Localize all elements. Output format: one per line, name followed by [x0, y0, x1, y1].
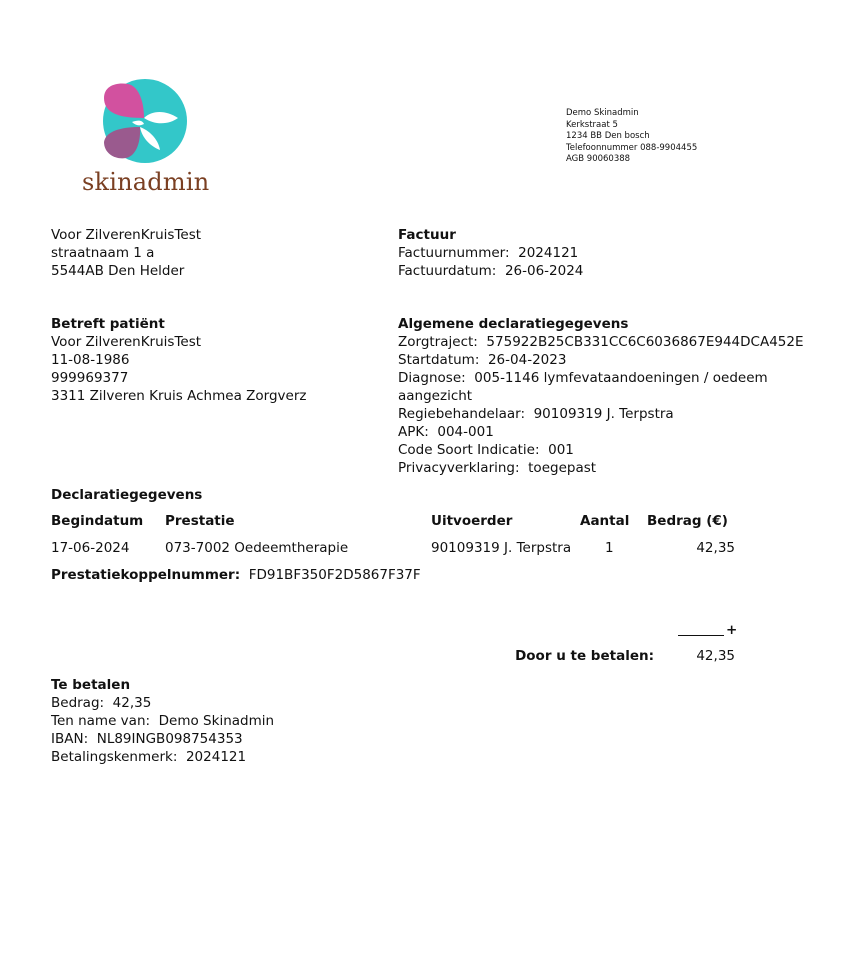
- patient-insurer: 3311 Zilveren Kruis Achmea Zorgverz: [51, 388, 307, 404]
- recipient-street: straatnaam 1 a: [51, 245, 155, 261]
- privacy-label: Privacyverklaring:: [398, 460, 520, 476]
- recipient-city: 5544AB Den Helder: [51, 263, 185, 279]
- zorgtraject-value: 575922B25CB331CC6C6036867E944DCA452E: [486, 334, 804, 350]
- total-label: Door u te betalen:: [515, 648, 654, 664]
- invoice-header-block: [398, 226, 583, 280]
- apk-row: [398, 423, 818, 441]
- invoice-title: Factuur: [398, 227, 456, 243]
- patient-name: Voor ZilverenKruisTest: [51, 334, 202, 350]
- payment-name: Demo Skinadmin: [158, 713, 275, 729]
- payment-iban-label: IBAN:: [51, 731, 89, 747]
- payment-amount-row: [51, 694, 274, 712]
- payment-kenmerk-row: [51, 748, 274, 766]
- general-declaration-block: [398, 315, 818, 477]
- prestatiekoppelnummer-row: [51, 566, 421, 584]
- indicatie-value: 001: [548, 442, 574, 458]
- prestatiekoppelnummer-value: FD91BF350F2D5867F37F: [248, 567, 421, 583]
- apk-value: 004-001: [437, 424, 494, 440]
- payment-iban-row: [51, 730, 274, 748]
- cell-aantal: 1: [605, 540, 614, 556]
- patient-block: [51, 315, 306, 405]
- payment-amount: 42,35: [112, 695, 152, 711]
- privacy-value: toegepast: [528, 460, 597, 476]
- skinadmin-logo: [78, 72, 218, 202]
- company-street: Kerkstraat 5: [566, 119, 618, 130]
- column-header-begindatum: Begindatum: [51, 513, 144, 529]
- zorgtraject-label: Zorgtraject:: [398, 334, 478, 350]
- sum-plus-sign: +: [726, 622, 738, 638]
- regiebehandelaar-label: Regiebehandelaar:: [398, 406, 525, 422]
- startdatum-row: [398, 351, 818, 369]
- cell-bedrag: 42,35: [696, 540, 735, 556]
- payment-amount-label: Bedrag:: [51, 695, 105, 711]
- invoice-number-row: [398, 244, 583, 262]
- patient-birthdate: 11-08-1986: [51, 352, 130, 368]
- startdatum-label: Startdatum:: [398, 352, 480, 368]
- company-agb: AGB 90060388: [566, 154, 631, 165]
- zorgtraject-row: [398, 333, 818, 351]
- payment-block: [51, 676, 274, 766]
- cell-begindatum: 17-06-2024: [51, 540, 130, 556]
- diagnose-label: Diagnose:: [398, 370, 466, 386]
- invoice-date-label: Factuurdatum:: [398, 263, 497, 279]
- prestatiekoppelnummer-label: Prestatiekoppelnummer:: [51, 567, 241, 583]
- payment-name-label: Ten name van:: [51, 713, 151, 729]
- apk-label: APK:: [398, 424, 429, 440]
- invoice-date: 26-06-2024: [504, 263, 584, 279]
- diagnose-value: 005-1146 lymfevataandoeningen / oedeem aangezicht: [398, 370, 768, 404]
- payment-kenmerk-label: Betalingskenmerk:: [51, 749, 178, 765]
- startdatum-value: 26-04-2023: [487, 352, 567, 368]
- regiebehandelaar-value: 90109319 J. Terpstra: [533, 406, 674, 422]
- payment-iban: NL89INGB098754353: [96, 731, 243, 747]
- payment-name-row: [51, 712, 274, 730]
- column-header-aantal: Aantal: [580, 513, 630, 529]
- logo-wordmark: skinadmin: [82, 168, 210, 196]
- diagnose-row: [398, 369, 788, 405]
- column-header-bedrag: Bedrag (€): [647, 513, 728, 529]
- column-header-prestatie: Prestatie: [165, 513, 235, 529]
- recipient-name: Voor ZilverenKruisTest: [51, 227, 202, 243]
- company-name: Demo Skinadmin: [566, 108, 639, 118]
- sum-separator: [678, 621, 737, 639]
- patient-title: Betreft patiënt: [51, 316, 165, 332]
- indicatie-label: Code Soort Indicatie:: [398, 442, 540, 458]
- invoice-number-label: Factuurnummer:: [398, 245, 510, 261]
- cell-uitvoerder: 90109319 J. Terpstra: [431, 540, 572, 556]
- payment-kenmerk: 2024121: [185, 749, 247, 765]
- company-phone: Telefoonnummer 088-9904455: [566, 142, 698, 153]
- invoice-date-row: [398, 262, 583, 280]
- invoice-number: 2024121: [518, 245, 579, 261]
- logo-mark-icon: [78, 72, 218, 168]
- regiebehandelaar-row: [398, 405, 818, 423]
- privacy-row: [398, 459, 818, 477]
- general-title: Algemene declaratiegegevens: [398, 316, 629, 332]
- company-city: 1234 BB Den bosch: [566, 131, 650, 142]
- sum-rule: [678, 635, 724, 636]
- column-header-uitvoerder: Uitvoerder: [431, 513, 513, 529]
- company-address-block: [566, 108, 697, 166]
- declaration-title: Declaratiegegevens: [51, 487, 203, 503]
- patient-bsn: 999969377: [51, 370, 129, 386]
- cell-prestatie: 073-7002 Oedeemtherapie: [165, 540, 349, 556]
- recipient-address-block: [51, 226, 201, 280]
- payment-title: Te betalen: [51, 677, 131, 693]
- indicatie-row: [398, 441, 818, 459]
- total-value: 42,35: [696, 648, 735, 664]
